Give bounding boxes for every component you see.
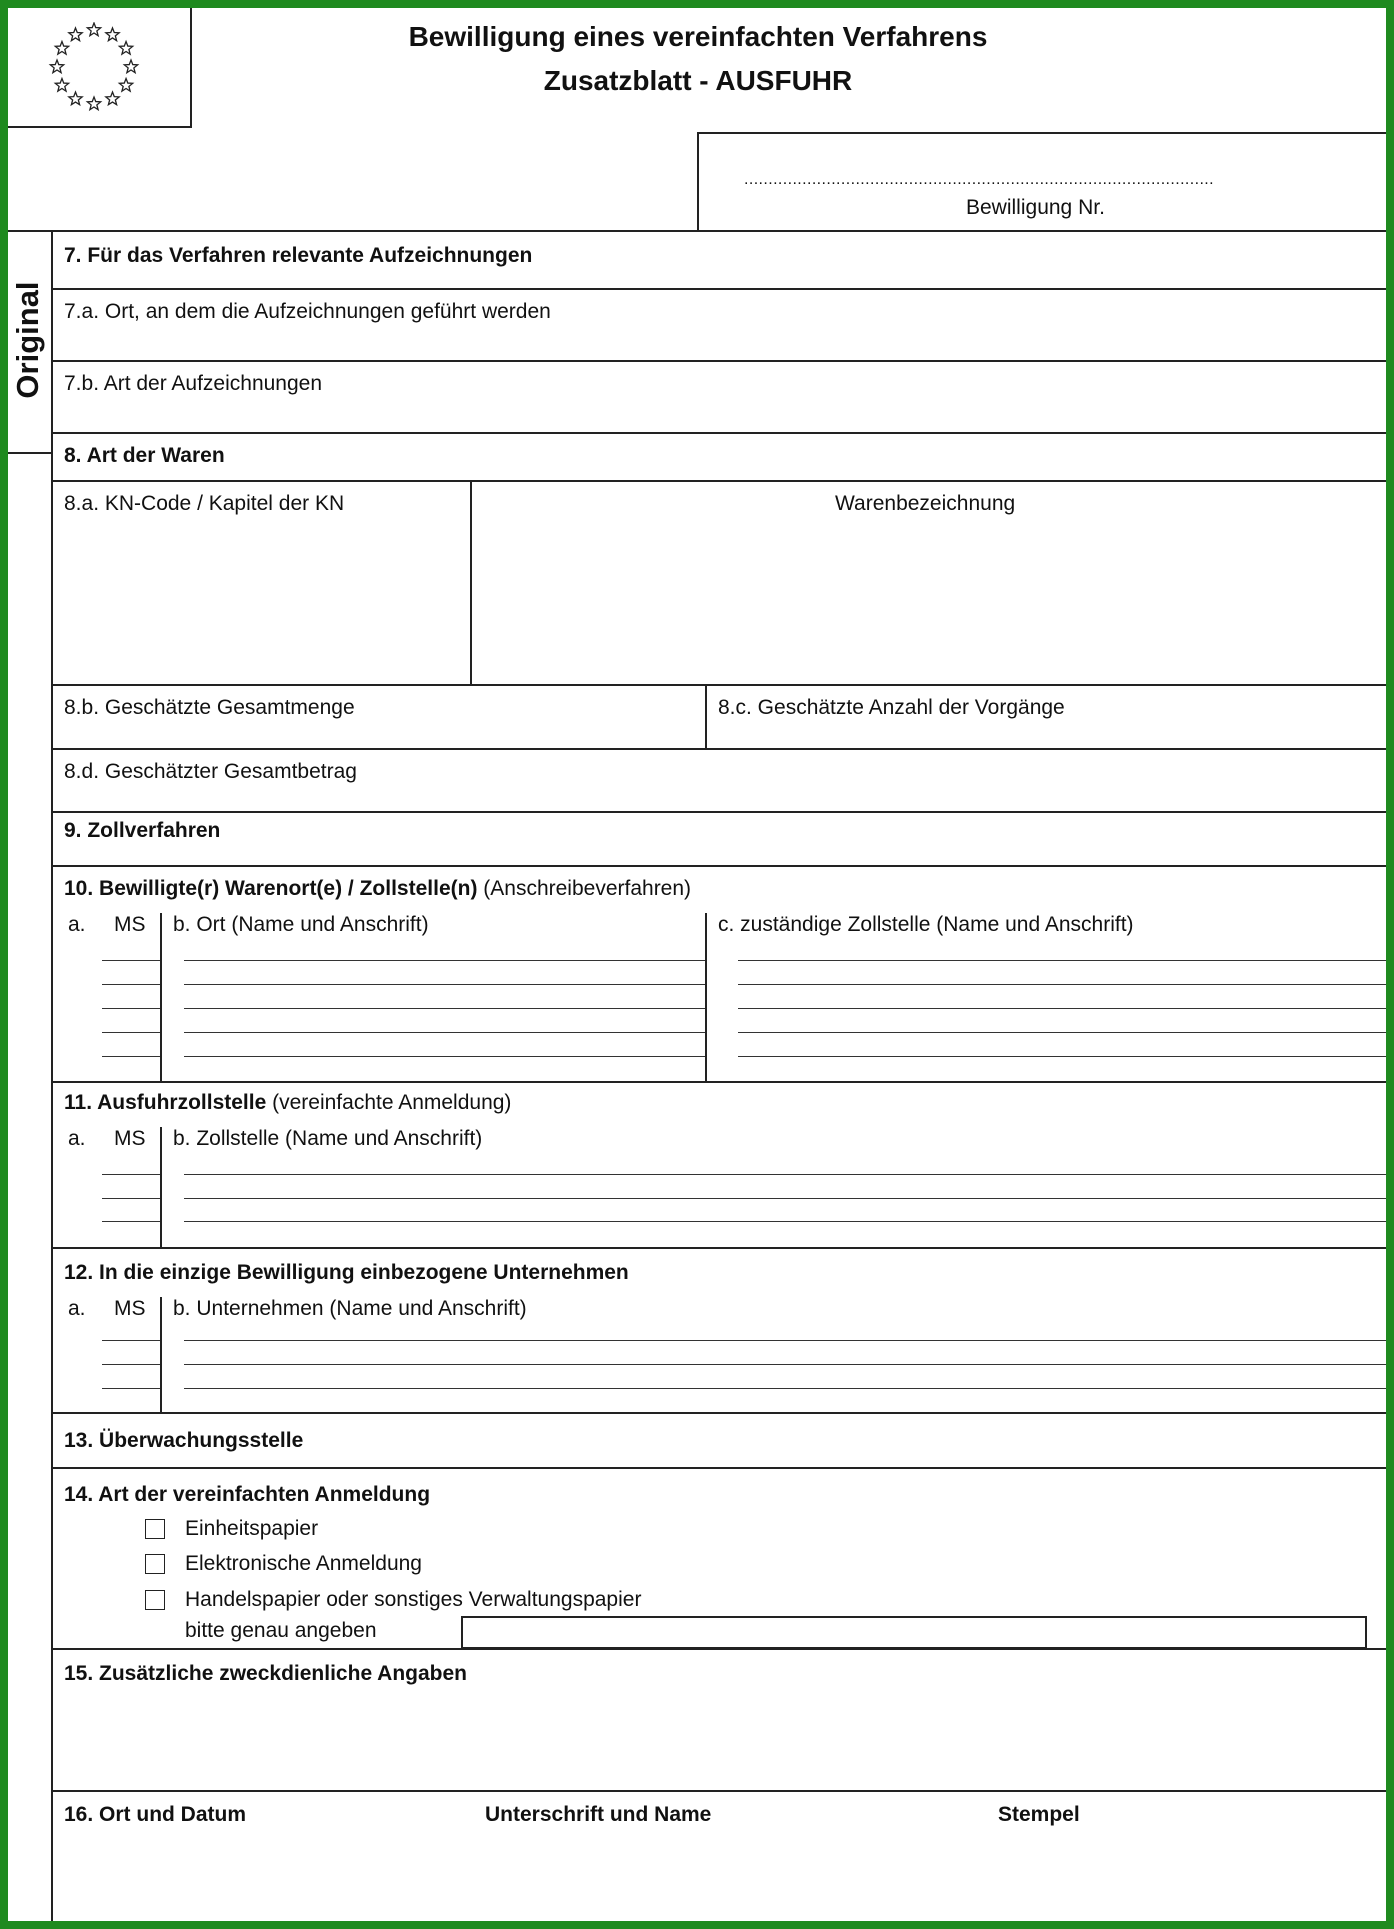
section-10b-label: b. Ort (Name und Anschrift) — [173, 913, 429, 936]
entry-line[interactable] — [102, 1340, 160, 1341]
entry-line[interactable] — [738, 984, 1386, 985]
section-11b-label: b. Zollstelle (Name und Anschrift) — [173, 1127, 483, 1150]
form-page — [8, 8, 1386, 1921]
section-7-title: 7. Für das Verfahren relevante Aufzeichnungen — [64, 244, 533, 267]
original-label: Original — [10, 281, 45, 399]
entry-line[interactable] — [184, 1340, 1386, 1341]
stamp-label: Stempel — [998, 1803, 1080, 1826]
section-8d-label: 8.d. Geschätzter Gesamtbetrag — [64, 760, 357, 783]
eu-star — [55, 42, 68, 55]
entry-line[interactable] — [102, 960, 160, 961]
eu-star — [69, 28, 82, 41]
checkbox-single-document[interactable] — [145, 1519, 165, 1539]
eu-star — [119, 42, 132, 55]
eu-star — [69, 92, 82, 105]
entry-line[interactable] — [184, 1008, 705, 1009]
section-11-a: a. — [68, 1127, 86, 1150]
entry-line[interactable] — [184, 960, 705, 961]
place-and-date-label: 16. Ort und Datum — [64, 1803, 247, 1826]
signature-label: Unterschrift und Name — [485, 1803, 712, 1826]
entry-line[interactable] — [102, 1221, 160, 1222]
entry-line[interactable] — [184, 1198, 1386, 1199]
section-10-a: a. — [68, 913, 86, 936]
entry-line[interactable] — [102, 1174, 160, 1175]
entry-line[interactable] — [102, 1008, 160, 1009]
specify-label: bitte genau angeben — [185, 1619, 377, 1642]
entry-line[interactable] — [184, 1388, 1386, 1389]
entry-line[interactable] — [184, 1364, 1386, 1365]
eu-star — [119, 79, 132, 92]
section-11-ms: MS — [114, 1127, 146, 1150]
eu-star — [106, 28, 119, 41]
authorisation-number-field[interactable]: ................................................................................................. — [744, 171, 1214, 188]
checkbox-commercial-document[interactable] — [145, 1590, 165, 1610]
section-13-title: 13. Überwachungsstelle — [64, 1429, 304, 1452]
eu-stars-icon — [44, 22, 144, 112]
section-10c-label: c. zuständige Zollstelle (Name und Anschrift) — [718, 913, 1134, 936]
eu-star — [124, 60, 137, 73]
section-8c-label: 8.c. Geschätzte Anzahl der Vorgänge — [718, 696, 1065, 719]
entry-line[interactable] — [102, 1198, 160, 1199]
entry-line[interactable] — [738, 960, 1386, 961]
entry-line[interactable] — [102, 1364, 160, 1365]
form-title: Bewilligung eines vereinfachten Verfahrens — [408, 21, 988, 52]
section-12-ms: MS — [114, 1297, 146, 1320]
checkbox-electronic-declaration[interactable] — [145, 1554, 165, 1574]
option-commercial-document: Handelspapier oder sonstiges Verwaltungspapier — [185, 1588, 642, 1611]
entry-line[interactable] — [184, 984, 705, 985]
section-14-title: 14. Art der vereinfachten Anmeldung — [64, 1483, 431, 1506]
section-7b-label: 7.b. Art der Aufzeichnungen — [64, 372, 323, 395]
entry-line[interactable] — [184, 1221, 1386, 1222]
section-10-ms: MS — [114, 913, 146, 936]
entry-line[interactable] — [184, 1056, 705, 1057]
section-8a-label: 8.a. KN-Code / Kapitel der KN — [64, 492, 345, 515]
section-11-title — [64, 1091, 511, 1115]
eu-star — [87, 23, 100, 36]
section-10-title — [64, 877, 691, 901]
entry-line[interactable] — [102, 1032, 160, 1033]
section-10-title-bold: 10. Bewilligte(r) Warenort(e) / Zollstelle(n) — [64, 877, 478, 900]
eu-star — [87, 97, 100, 110]
section-8b-label: 8.b. Geschätzte Gesamtmenge — [64, 696, 355, 719]
entry-line[interactable] — [102, 1388, 160, 1389]
goods-description-label: Warenbezeichnung — [835, 492, 1016, 515]
entry-line[interactable] — [102, 984, 160, 985]
section-11-title-bold: 11. Ausfuhrzollstelle — [64, 1091, 267, 1114]
eu-star — [50, 60, 63, 73]
section-9-title: 9. Zollverfahren — [64, 819, 221, 842]
section-11-title-note: (vereinfachte Anmeldung) — [266, 1091, 512, 1114]
section-10-title-note: (Anschreibeverfahren) — [477, 877, 692, 900]
section-15-title: 15. Zusätzliche zweckdienliche Angaben — [64, 1662, 468, 1685]
entry-line[interactable] — [184, 1032, 705, 1033]
entry-line[interactable] — [102, 1056, 160, 1057]
section-12-a: a. — [68, 1297, 86, 1320]
entry-line[interactable] — [738, 1032, 1386, 1033]
entry-line[interactable] — [184, 1174, 1386, 1175]
form-subtitle: Zusatzblatt - AUSFUHR — [543, 65, 853, 96]
entry-line[interactable] — [738, 1056, 1386, 1057]
section-8-title: 8. Art der Waren — [64, 444, 225, 467]
section-7a-label: 7.a. Ort, an dem die Aufzeichnungen geführt werden — [64, 300, 551, 323]
specify-input[interactable] — [461, 1616, 1367, 1649]
section-12b-label: b. Unternehmen (Name und Anschrift) — [173, 1297, 527, 1320]
entry-line[interactable] — [738, 1008, 1386, 1009]
option-single-document: Einheitspapier — [185, 1517, 319, 1540]
section-12-title: 12. In die einzige Bewilligung einbezogene Unternehmen — [64, 1261, 629, 1284]
eu-star — [55, 79, 68, 92]
eu-star — [106, 92, 119, 105]
authorisation-number-label: Bewilligung Nr. — [966, 196, 1105, 219]
option-electronic-declaration: Elektronische Anmeldung — [185, 1552, 422, 1575]
